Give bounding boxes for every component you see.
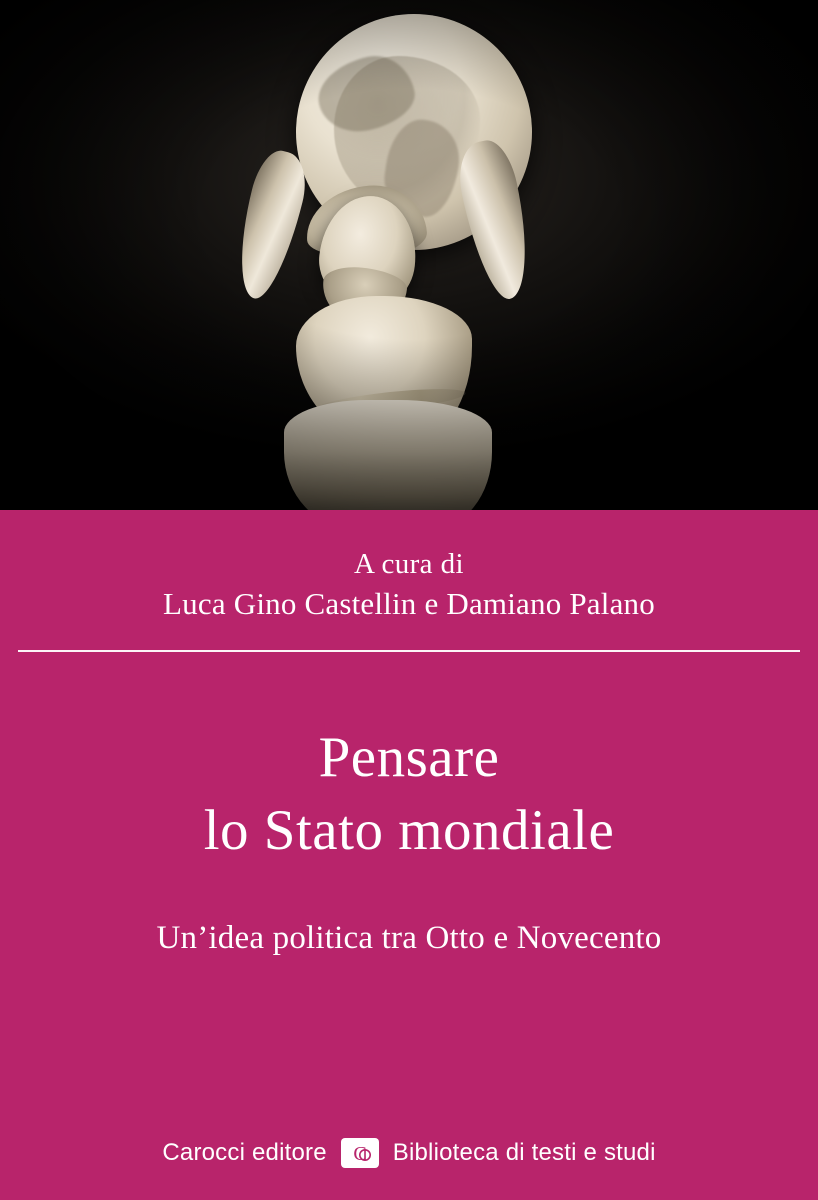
cover-footer (0, 1138, 818, 1168)
title-block (0, 722, 818, 957)
photo-vignette (0, 0, 818, 510)
page-subtitle: Un’idea politica tra Otto e Novecento (156, 919, 662, 956)
horizontal-divider (18, 650, 800, 652)
series-name: Biblioteca di testi e studi (392, 1139, 656, 1166)
editors-band (0, 510, 818, 650)
carocci-logo-icon (341, 1138, 379, 1168)
editors-names: Luca Gino Castellin e Damiano Palano (163, 586, 655, 622)
publisher-name: Carocci editore (162, 1139, 327, 1166)
page-title-line-1: Pensare (318, 726, 500, 789)
cover-photo (0, 0, 818, 510)
editors-block (0, 548, 818, 624)
svg-text:C: C (353, 1143, 367, 1165)
editors-prefix: A cura di (354, 548, 464, 580)
page-title-line-2: lo Stato mondiale (203, 798, 615, 862)
